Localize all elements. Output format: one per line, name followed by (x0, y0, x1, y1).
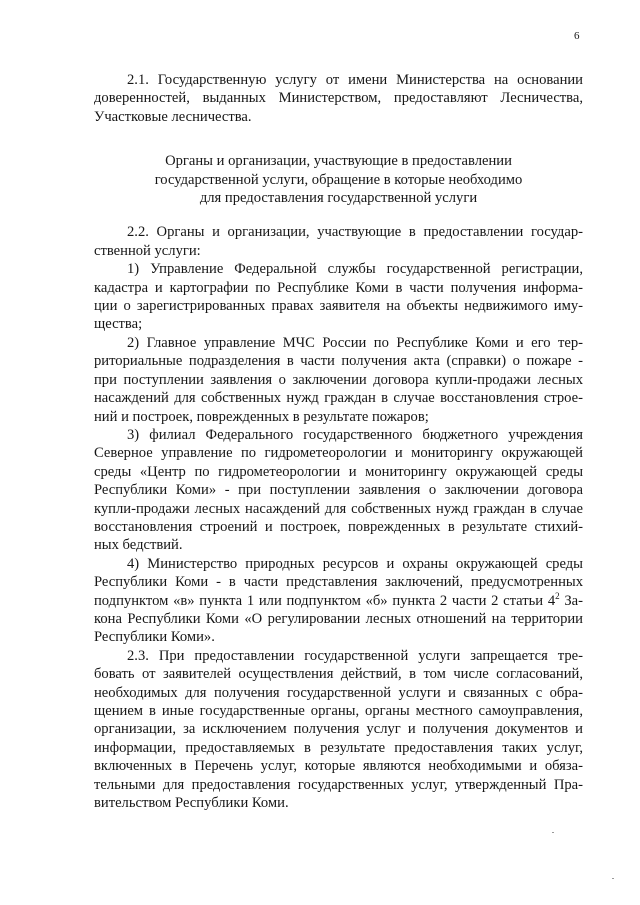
text-line: Республики Коми». (94, 629, 215, 646)
document-body (94, 71, 583, 812)
text-line: 4) Министерство природных ресурсов и охраны окружающей среды (127, 555, 583, 572)
text-segment: подпунктом «в» пункта 1 или подпунктом «б» пункта 2 части 2 статьи 4 (94, 592, 556, 609)
text-line: Участковые лесничества. (94, 108, 252, 125)
paragraph-2-2 (94, 223, 583, 260)
text-line: щества; (94, 316, 143, 333)
text-line: 2.3. При предоставлении государственной услуги запрещается тре- (127, 647, 583, 664)
list-item-4 (94, 555, 583, 647)
text-line: насаждений для собственных нужд граждан в случае восстановления строе- (94, 390, 583, 407)
text-line: кона Республики Коми «О регулировании лесных отношений на территории (94, 610, 583, 627)
text-line: ных бедствий. (94, 537, 183, 554)
text-line: среды «Центр по гидрометеорологии и мониторингу окружающей среды (94, 463, 583, 480)
text-line: риториальные подразделения в части получения акта (справки) о пожаре - (94, 353, 583, 370)
text-line: 2.1. Государственную услугу от имени Министерства на основании (127, 72, 583, 88)
paragraph-2-1 (94, 71, 583, 126)
text-line: 2) Главное управление МЧС России по Республике Коми и его тер- (127, 334, 583, 351)
text-line: 2.2. Органы и организации, участвующие в предоставлении государ- (127, 224, 583, 241)
text-line: информации, предоставляемых в результате предоставления таких услуг, (94, 739, 583, 756)
heading-line: Органы и организации, участвующие в предоставлении (165, 153, 512, 170)
list-item-2 (94, 334, 583, 426)
text-line: при поступлении заявления о заключении договора купли-продажи лесных (94, 371, 583, 388)
text-line: ции о зарегистрированных правах заявителя на объекты недвижимого иму- (94, 298, 583, 315)
section-heading (94, 152, 583, 207)
text-segment: За- (559, 592, 583, 609)
text-line: необходимых для получения государственной услуги и связанных с обра- (94, 684, 583, 701)
text-line: включенных в Перечень услуг, которые являются необходимыми и обяза- (94, 758, 583, 775)
text-line: доверенностей, выданных Министерством, предоставляют Лесничества, (94, 90, 583, 107)
text-line: Республики Коми - в части представления заключений, предусмотренных (94, 574, 583, 591)
heading-line: государственной услуги, обращение в которые необходимо (154, 171, 523, 188)
text-line: Республики Коми» - при поступлении заявления о заключении договора (94, 482, 583, 499)
text-line: 3) филиал Федерального государственного бюджетного учреждения (127, 426, 583, 443)
text-line: бовать от заявителей осуществления действий, в том числе согласований, (94, 666, 583, 683)
text-line: 1) Управление Федеральной службы государственной регистрации, (127, 261, 583, 278)
paragraph-2-3 (94, 647, 583, 813)
text-line: кадастра и картографии по Республике Коми в части получения информа- (94, 279, 583, 296)
text-line: ний и построек, поврежденных в результате пожаров; (94, 408, 429, 425)
text-line: тельными для предоставления государственных услуг, утвержденный Пра- (94, 776, 583, 793)
list-item-1 (94, 260, 583, 334)
superscript: 2 (555, 590, 560, 601)
page-number: 6 (574, 30, 580, 42)
list-item-3 (94, 426, 583, 555)
text-line: организации, за исключением получения услуг и получения документов и (94, 721, 583, 738)
text-line (94, 592, 583, 610)
text-line: щением в иные государственные органы, органы местного самоуправления, (94, 703, 583, 719)
scan-speck (552, 832, 554, 833)
text-line: восстановления строений и построек, поврежденных в результате стихий- (94, 518, 583, 535)
text-line: вительством Республики Коми. (94, 795, 289, 812)
text-line: купли-продажи лесных насаждений для собственных нужд граждан в случае (94, 500, 583, 517)
text-line: Северное управление по гидрометеорологии и мониторингу окружающей (94, 445, 583, 462)
text-line: ственной услуги: (94, 242, 201, 259)
heading-line: для предоставления государственной услуги (199, 190, 478, 207)
scan-speck (612, 878, 614, 879)
